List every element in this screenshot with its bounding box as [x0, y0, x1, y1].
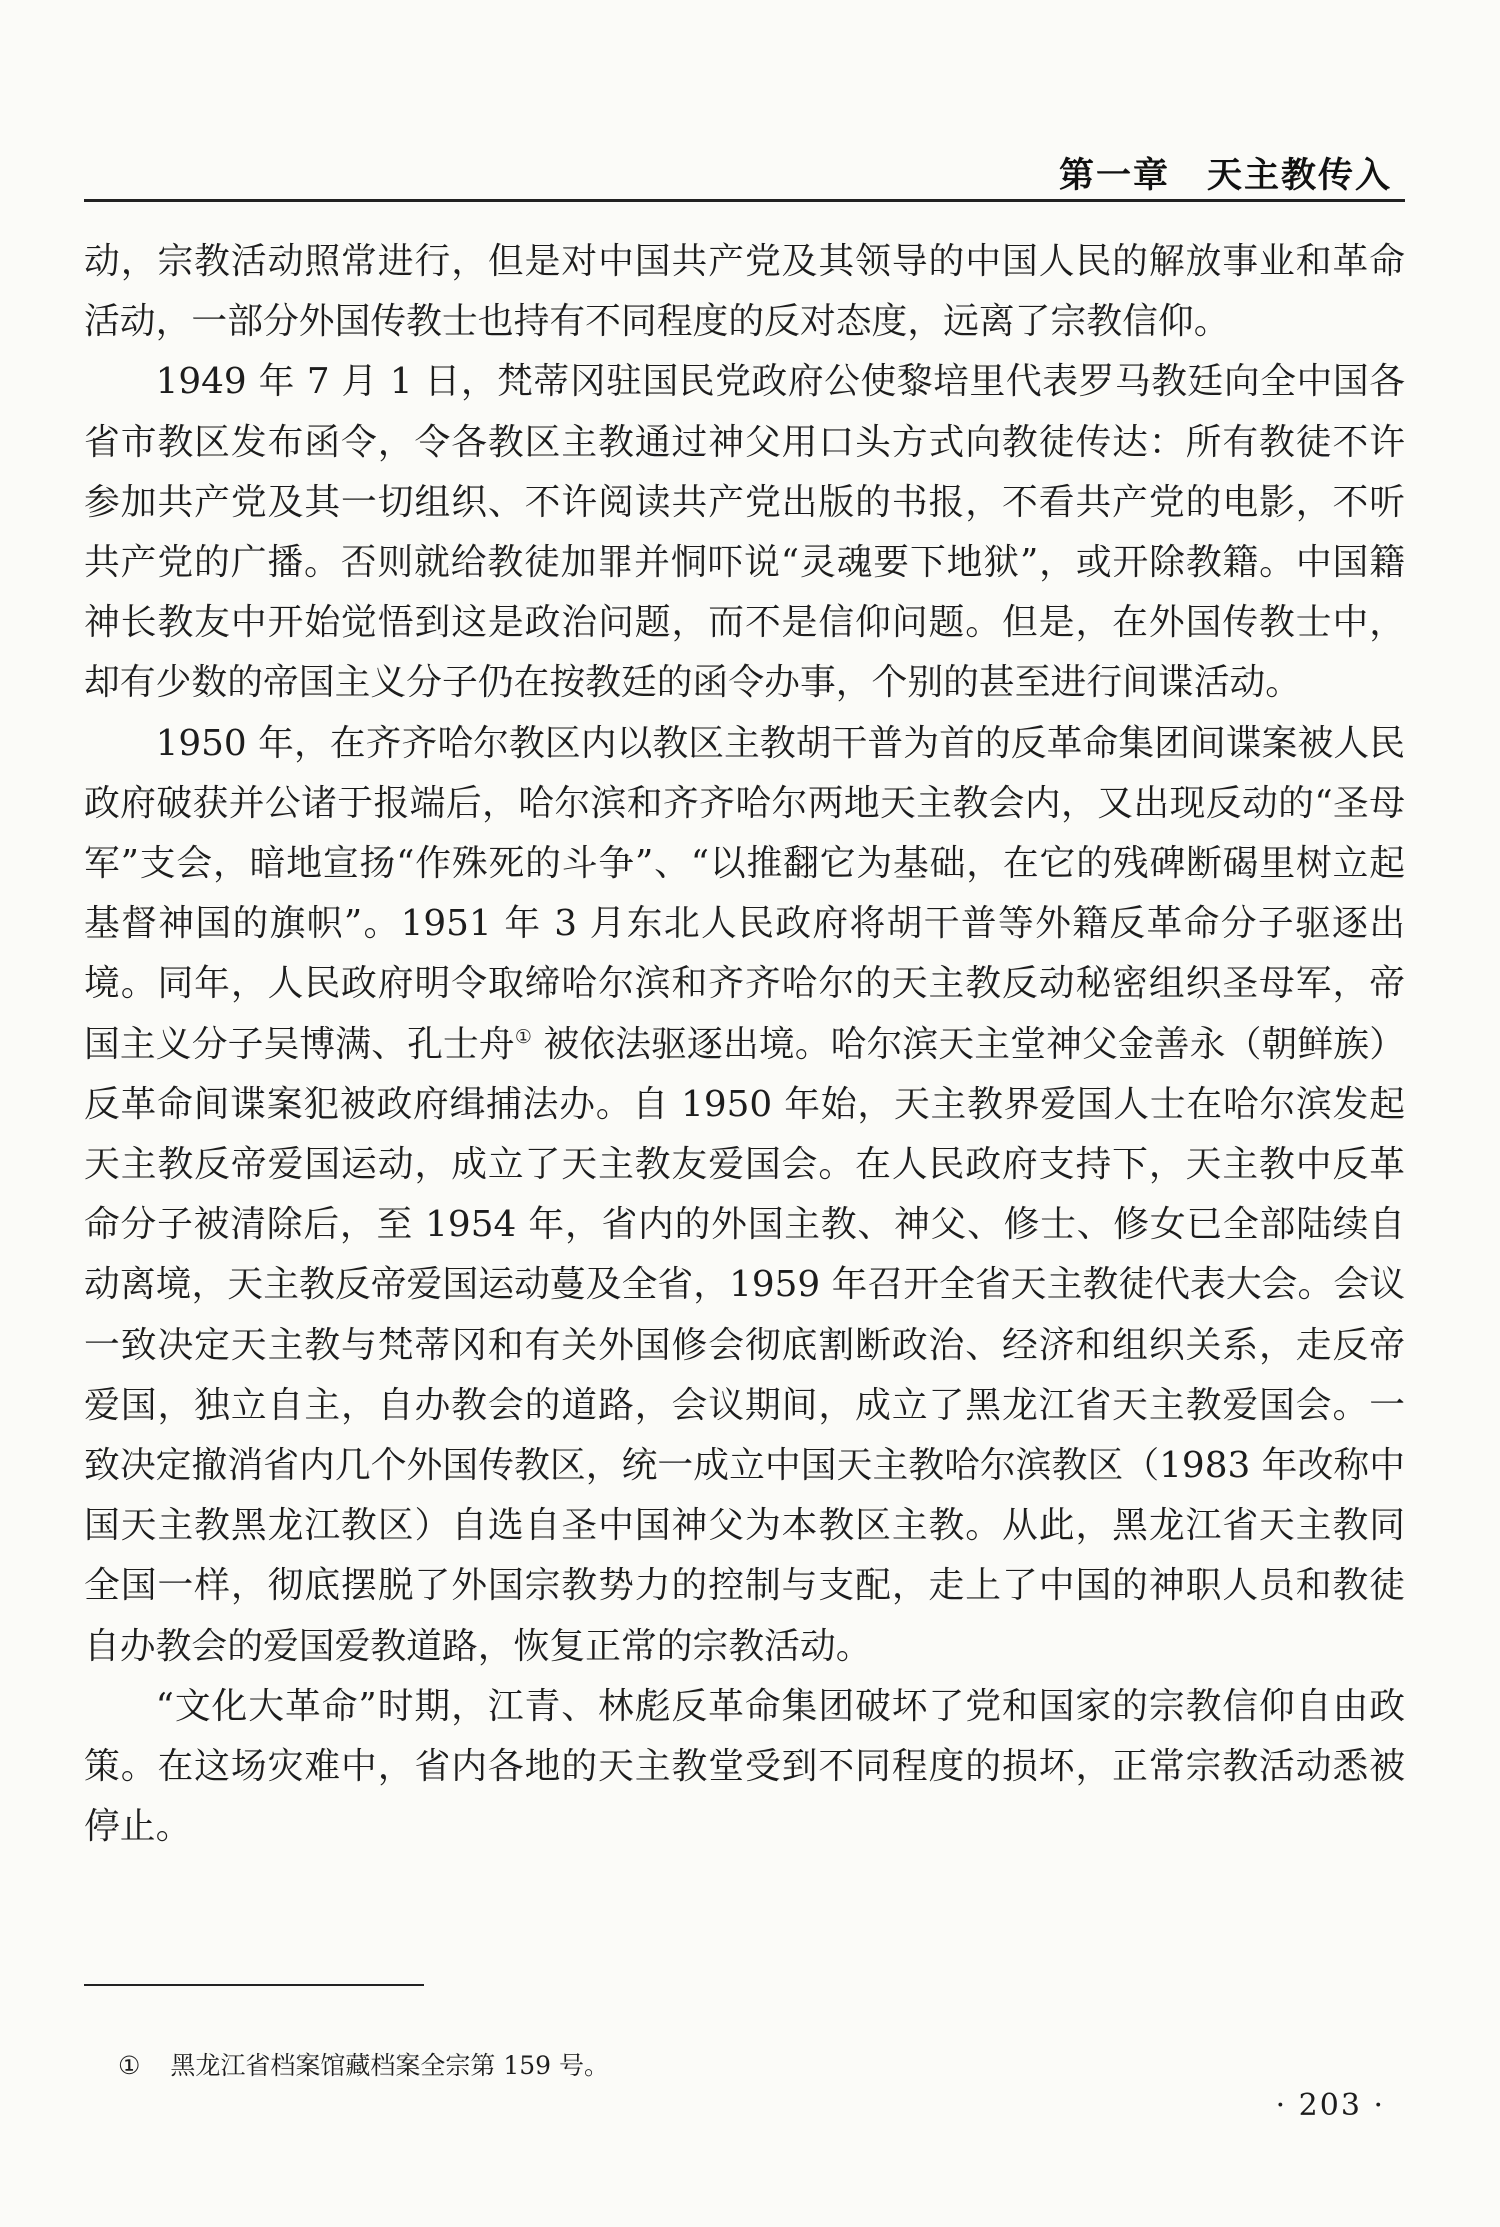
- paragraph-continued: 动，宗教活动照常进行，但是对中国共产党及其领导的中国人民的解放事业和革命活动，一部分外国传教士也持有不同程度的反对态度，远离了宗教信仰。: [84, 241, 1405, 343]
- chapter-title: 第一章 天主教传入: [1058, 156, 1392, 196]
- footnote-text: 黑龙江省档案馆藏档案全宗第 159 号。: [170, 2051, 610, 2080]
- paragraph-text-part2: 被依法驱逐出境。哈尔滨天主堂神父金善永（朝鲜族）反革命间谍案犯被政府缉捕法办。自 1950 年始，天主教界爱国人士在哈尔滨发起天主教反帝爱国运动，成立了天主教友爱国会。在人民政府支持下，天主教中反革命分子被清除后，至 1954 年，省内的外国主教、神父、修士、修女已全部陆续自动离境，天主教反帝爱国运动蔓及全省，1959 年召开全省天主教徒代表大会。会议一致决定天主教与梵蒂冈和有关外国修会彻底割断政治、经济和组织关系，走反帝爱国，独立自主，自办教会的道路，会议期间，成立了黑龙江省天主教爱国会。一致决定撤消省内几个外国传教区，统一成立中国天主教哈尔滨教区（1983 年改称中国天主教黑龙江教区）自选自圣中国神父为本教区主教。从此，黑龙江省天主教同全国一样，彻底摆脱了外国宗教势力的控制与支配，走上了中国的神职人员和教徒自办教会的爱国爱教道路，恢复正常的宗教活动。: [84, 1023, 1405, 1667]
- paragraph-text-part1: 1950 年，在齐齐哈尔教区内以教区主教胡干普为首的反革命集团间谍案被人民政府破获并公诸于报端后，哈尔滨和齐齐哈尔两地天主教会内，又出现反动的“圣母军”支会，暗地宣扬“作殊死的斗争”、“以推翻它为基础，在它的残碑断碣里树立起基督神国的旗帜”。1951 年 3 月东北人民政府将胡干普等外籍反革命分子驱逐出境。同年，人民政府明令取缔哈尔滨和齐齐哈尔的天主教反动秘密组织圣母军，帝国主义分子吴博满、孔士舟: [84, 722, 1405, 1065]
- paragraph-1950-spy-case: [84, 714, 1405, 1677]
- paragraph-1949-decree: 1949 年 7 月 1 日，梵蒂冈驻国民党政府公使黎培里代表罗马教廷向全中国各省市教区发布函令，令各教区主教通过神父用口头方式向教徒传达：所有教徒不许参加共产党及其一切组织、不许阅读共产党出版的书报，不看共产党的电影，不听共产党的广播。否则就给教徒加罪并恫吓说“灵魂要下地狱”，或开除教籍。中国籍神长教友中开始觉悟到这是政治问题，而不是信仰问题。但是，在外国传教士中，却有少数的帝国主义分子仍在按教廷的函令办事，个别的甚至进行间谍活动。: [84, 361, 1405, 704]
- paragraph-cultural-revolution: “文化大革命”时期，江青、林彪反革命集团破坏了党和国家的宗教信仰自由政策。在这场灾难中，省内各地的天主教堂受到不同程度的损坏，正常宗教活动悉被停止。: [84, 1685, 1405, 1848]
- footnote: [118, 2050, 609, 2082]
- body-text: [84, 232, 1405, 1857]
- header-rule: [84, 199, 1405, 202]
- footnote-reference: ①: [514, 1025, 532, 1048]
- footnote-mark: ①: [118, 2051, 141, 2080]
- page-number: · 203 ·: [1275, 2088, 1385, 2123]
- footnote-rule: [84, 1984, 424, 1986]
